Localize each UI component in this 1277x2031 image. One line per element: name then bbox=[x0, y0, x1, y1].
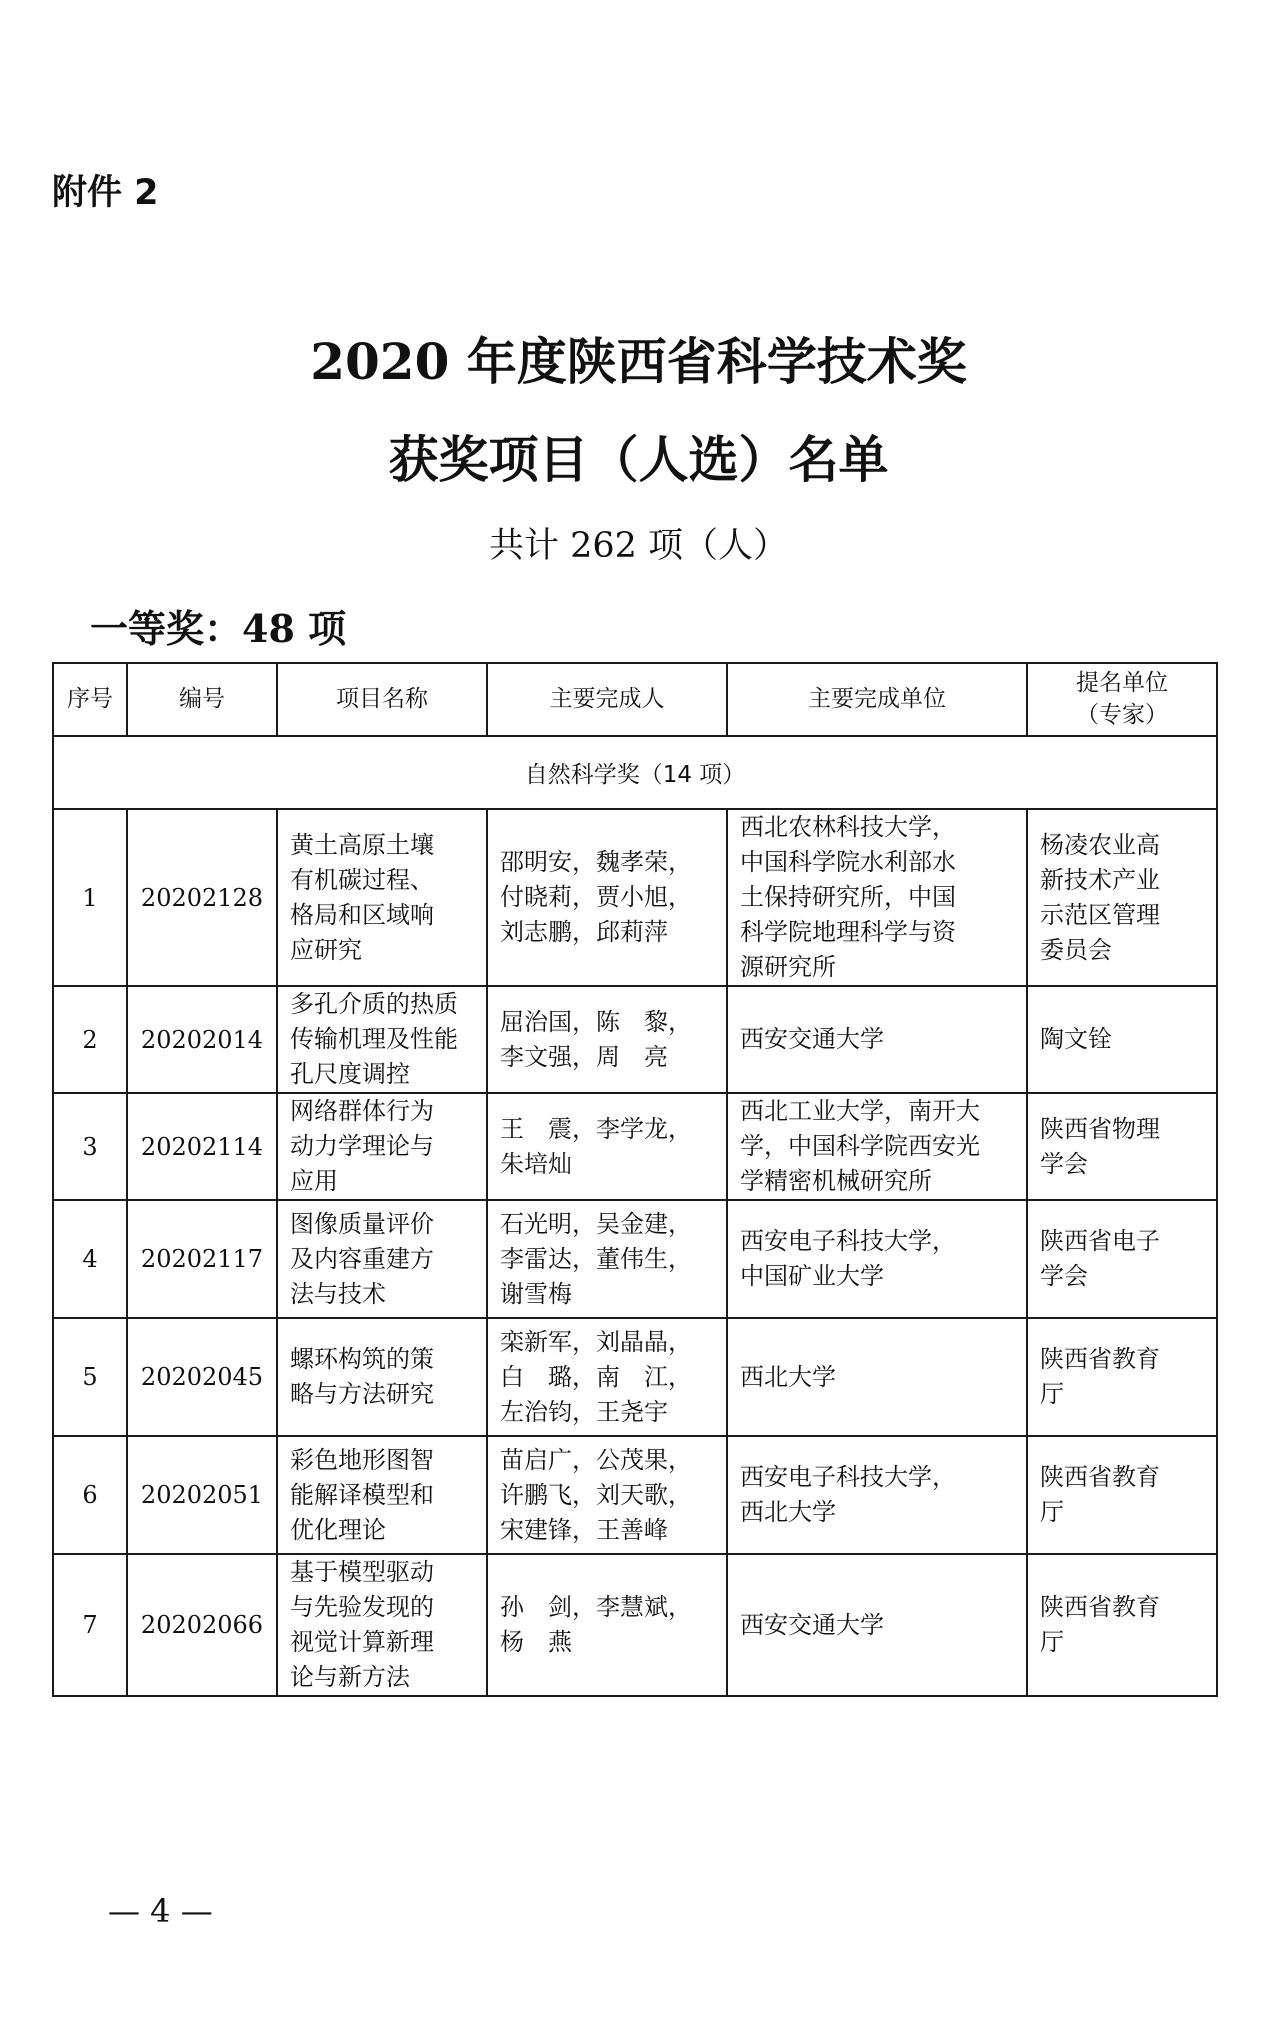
project-name bbox=[277, 1093, 487, 1200]
nominating-unit-line: 陕西省教育 bbox=[1040, 1463, 1160, 1491]
project-name-line: 多孔介质的热质 bbox=[290, 990, 458, 1018]
table-row bbox=[53, 1318, 1217, 1436]
project-name-line: 应研究 bbox=[290, 935, 362, 964]
main-units-line: 学精密机械研究所 bbox=[740, 1167, 932, 1195]
nominating-unit bbox=[1027, 1318, 1217, 1436]
table-row bbox=[53, 1554, 1217, 1696]
main-contributors-line: 朱培灿 bbox=[500, 1149, 572, 1178]
col-header-index: 序号 bbox=[53, 663, 127, 736]
nominating-unit-line: 委员会 bbox=[1040, 935, 1112, 964]
main-contributors-line: 孙 剑，李慧斌， bbox=[500, 1593, 692, 1621]
main-units bbox=[727, 1200, 1027, 1318]
table-row bbox=[53, 1436, 1217, 1554]
project-name-line: 有机碳过程、 bbox=[290, 865, 434, 894]
table-row bbox=[53, 1200, 1217, 1318]
nominating-unit-line: 厅 bbox=[1040, 1380, 1064, 1408]
section-row bbox=[53, 736, 1217, 809]
attachment-label: 附件 2 bbox=[52, 173, 159, 213]
project-name bbox=[277, 986, 487, 1093]
main-contributors-line: 王 震，李学龙， bbox=[500, 1114, 692, 1143]
main-contributors-line: 付晓莉，贾小旭， bbox=[500, 883, 692, 911]
main-units-line: 学，中国科学院西安光 bbox=[740, 1132, 980, 1160]
nominating-unit-line: 杨凌农业高 bbox=[1040, 830, 1160, 859]
main-units-line: 土保持研究所，中国 bbox=[740, 883, 956, 911]
nominating-unit bbox=[1027, 1436, 1217, 1554]
main-contributors-line: 邵明安，魏孝荣， bbox=[500, 848, 692, 876]
main-units-line: 西安交通大学 bbox=[740, 1025, 884, 1053]
main-contributors bbox=[487, 1200, 727, 1318]
project-name-line: 与先验发现的 bbox=[290, 1593, 434, 1621]
main-contributors-line: 刘志鹏，邱莉萍 bbox=[500, 918, 668, 946]
row-index: 5 bbox=[53, 1318, 127, 1436]
page-number: — 4 — bbox=[108, 1892, 213, 1930]
project-name-line: 图像质量评价 bbox=[290, 1209, 434, 1238]
main-contributors-line: 左治钧，王尧宇 bbox=[500, 1397, 668, 1426]
col-header-code: 编号 bbox=[127, 663, 277, 736]
col-header-units: 主要完成单位 bbox=[727, 663, 1027, 736]
row-index: 1 bbox=[53, 809, 127, 986]
table-row bbox=[53, 986, 1217, 1093]
project-name-line: 能解译模型和 bbox=[290, 1480, 434, 1509]
row-index: 7 bbox=[53, 1554, 127, 1696]
col-header-nominator-label: 提名单位 bbox=[1076, 670, 1168, 697]
main-units-line: 西北工业大学，南开大 bbox=[740, 1097, 980, 1125]
table-row bbox=[53, 809, 1217, 986]
project-name-line: 应用 bbox=[290, 1167, 338, 1195]
project-name bbox=[277, 1554, 487, 1696]
section-label: 自然科学奖（14 项） bbox=[53, 736, 1217, 809]
nominating-unit-line: 陕西省电子 bbox=[1040, 1227, 1160, 1255]
main-contributors-line: 宋建锋，王善峰 bbox=[500, 1515, 668, 1544]
project-code: 20202114 bbox=[127, 1093, 277, 1200]
main-contributors bbox=[487, 1554, 727, 1696]
project-name-line: 彩色地形图智 bbox=[290, 1445, 434, 1474]
total-count: 共计 262 项（人） bbox=[488, 526, 789, 566]
row-index: 3 bbox=[53, 1093, 127, 1200]
main-units bbox=[727, 1436, 1027, 1554]
project-code: 20202014 bbox=[127, 986, 277, 1093]
project-name bbox=[277, 1200, 487, 1318]
main-contributors-line: 屈治国，陈 黎， bbox=[500, 1007, 692, 1036]
table-header-row bbox=[53, 663, 1217, 736]
main-contributors bbox=[487, 1318, 727, 1436]
nominating-unit-line: 陕西省教育 bbox=[1040, 1345, 1160, 1373]
project-name-line: 基于模型驱动 bbox=[290, 1558, 434, 1586]
main-units bbox=[727, 809, 1027, 986]
col-header-people: 主要完成人 bbox=[487, 663, 727, 736]
main-units bbox=[727, 1093, 1027, 1200]
award-grade-heading: 一等奖：48 项 bbox=[90, 606, 347, 651]
main-units bbox=[727, 1554, 1027, 1696]
main-contributors bbox=[487, 1436, 727, 1554]
nominating-unit-line: 学会 bbox=[1040, 1262, 1088, 1290]
main-contributors bbox=[487, 986, 727, 1093]
project-name-line: 论与新方法 bbox=[290, 1663, 410, 1691]
main-units bbox=[727, 1318, 1027, 1436]
main-units-line: 源研究所 bbox=[740, 953, 836, 981]
main-contributors bbox=[487, 1093, 727, 1200]
project-code: 20202066 bbox=[127, 1554, 277, 1696]
project-name bbox=[277, 809, 487, 986]
main-units-line: 科学院地理科学与资 bbox=[740, 918, 956, 946]
award-table bbox=[52, 662, 1218, 1697]
main-contributors-line: 杨 燕 bbox=[500, 1628, 572, 1656]
project-name-line: 及内容重建方 bbox=[290, 1244, 434, 1273]
main-contributors-line: 苗启广，公茂果， bbox=[500, 1445, 692, 1474]
main-units-line: 西北大学 bbox=[740, 1362, 836, 1391]
project-code: 20202051 bbox=[127, 1436, 277, 1554]
project-code: 20202045 bbox=[127, 1318, 277, 1436]
main-contributors bbox=[487, 809, 727, 986]
project-name bbox=[277, 1318, 487, 1436]
main-units-line: 西安电子科技大学， bbox=[740, 1463, 956, 1491]
main-units-line: 中国科学院水利部水 bbox=[740, 848, 956, 876]
col-header-nominator-sub: （专家） bbox=[1076, 701, 1168, 728]
main-units-line: 中国矿业大学 bbox=[740, 1262, 884, 1290]
row-index: 4 bbox=[53, 1200, 127, 1318]
document-title-line2: 获奖项目（人选）名单 bbox=[388, 430, 889, 489]
main-units bbox=[727, 986, 1027, 1093]
project-name-line: 传输机理及性能 bbox=[290, 1025, 458, 1053]
nominating-unit bbox=[1027, 1200, 1217, 1318]
col-header-nominator bbox=[1027, 663, 1217, 736]
main-contributors-line: 白 璐，南 江， bbox=[500, 1362, 692, 1391]
nominating-unit-line: 厅 bbox=[1040, 1628, 1064, 1656]
main-contributors-line: 石光明，吴金建， bbox=[500, 1209, 692, 1238]
col-header-project: 项目名称 bbox=[277, 663, 487, 736]
nominating-unit bbox=[1027, 809, 1217, 986]
project-name-line: 优化理论 bbox=[290, 1515, 386, 1544]
nominating-unit-line: 新技术产业 bbox=[1040, 865, 1160, 894]
project-name bbox=[277, 1436, 487, 1554]
project-name-line: 法与技术 bbox=[290, 1279, 386, 1308]
main-contributors-line: 栾新军，刘晶晶， bbox=[500, 1327, 692, 1356]
nominating-unit-line: 厅 bbox=[1040, 1498, 1064, 1526]
project-name-line: 略与方法研究 bbox=[290, 1380, 434, 1408]
project-name-line: 黄土高原土壤 bbox=[290, 830, 434, 859]
main-contributors-line: 李雷达，董伟生， bbox=[500, 1244, 692, 1273]
nominating-unit-line: 陶文铨 bbox=[1040, 1025, 1112, 1053]
project-name-line: 格局和区域响 bbox=[290, 900, 434, 929]
main-contributors-line: 谢雪梅 bbox=[500, 1279, 572, 1308]
document-title-line1: 2020 年度陕西省科学技术奖 bbox=[310, 332, 967, 391]
main-units-line: 西安电子科技大学， bbox=[740, 1227, 956, 1255]
nominating-unit bbox=[1027, 1554, 1217, 1696]
project-name-line: 螺环构筑的策 bbox=[290, 1345, 434, 1373]
project-code: 20202128 bbox=[127, 809, 277, 986]
project-name-line: 动力学理论与 bbox=[290, 1132, 434, 1160]
nominating-unit-line: 学会 bbox=[1040, 1149, 1088, 1178]
nominating-unit-line: 陕西省物理 bbox=[1040, 1114, 1160, 1143]
main-contributors-line: 李文强，周 亮 bbox=[500, 1042, 668, 1071]
project-name-line: 孔尺度调控 bbox=[290, 1060, 410, 1088]
nominating-unit-line: 陕西省教育 bbox=[1040, 1593, 1160, 1621]
main-contributors-line: 许鹏飞，刘天歌， bbox=[500, 1480, 692, 1509]
row-index: 6 bbox=[53, 1436, 127, 1554]
main-units-line: 西北大学 bbox=[740, 1498, 836, 1526]
row-index: 2 bbox=[53, 986, 127, 1093]
nominating-unit bbox=[1027, 986, 1217, 1093]
nominating-unit-line: 示范区管理 bbox=[1040, 900, 1160, 929]
main-units-line: 西北农林科技大学， bbox=[740, 813, 956, 841]
nominating-unit bbox=[1027, 1093, 1217, 1200]
project-name-line: 网络群体行为 bbox=[290, 1097, 434, 1125]
main-units-line: 西安交通大学 bbox=[740, 1610, 884, 1639]
table-row bbox=[53, 1093, 1217, 1200]
project-name-line: 视觉计算新理 bbox=[290, 1628, 434, 1656]
project-code: 20202117 bbox=[127, 1200, 277, 1318]
